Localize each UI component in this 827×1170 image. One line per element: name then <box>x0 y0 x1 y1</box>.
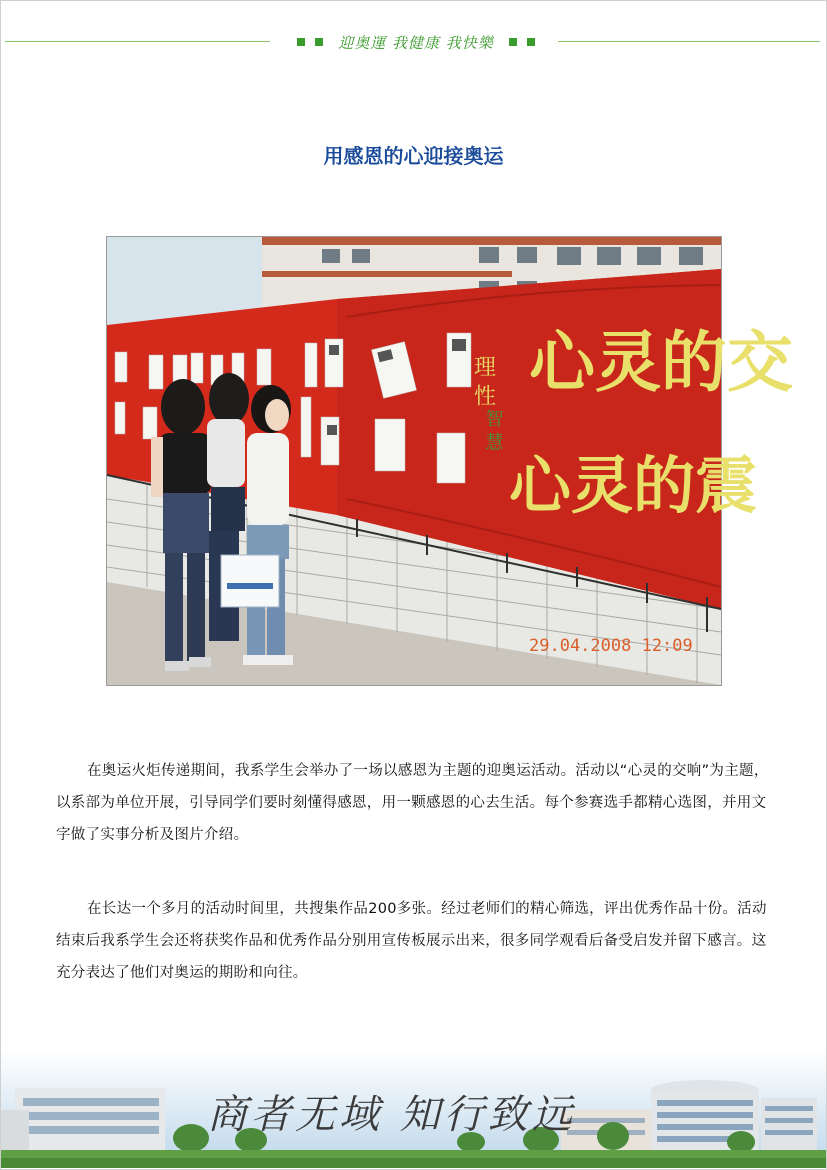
square-bullet-icon <box>297 38 305 46</box>
header-rule-left <box>5 41 270 42</box>
square-bullet-icon <box>527 38 535 46</box>
photo-timestamp: 29.04.2008 12:09 <box>529 636 693 656</box>
header-motto: 迎奥運 我健康 我快樂 <box>338 33 494 52</box>
students-figures <box>151 373 293 671</box>
event-photo <box>106 236 793 686</box>
square-bullet-icon <box>509 38 517 46</box>
banner-side-right-text: 智 慧 <box>482 409 504 451</box>
footer-campus-banner <box>1 1050 826 1168</box>
banner-side-left-text: 理 性 <box>470 355 496 406</box>
page-title: 用感恩的心迎接奥运 <box>323 144 504 168</box>
header-motto-group <box>282 30 550 54</box>
paragraph-2: 在长达一个多月的活动时间里，共搜集作品200多张。经过老师们的精心筛选，评出优秀作品十份。活动结束后我系学生会还将获奖作品和优秀作品分别用宣传板展示出来，很多同学观看后备受启发并留下感言。这充分表达了他们对奥运的期盼和向往。 <box>56 901 767 981</box>
header-rule-right <box>558 41 820 42</box>
banner-upper-text: 心灵的交 <box>529 323 793 401</box>
square-bullet-icon <box>315 38 323 46</box>
paragraph-1: 在奥运火炬传递期间，我系学生会举办了一场以感恩为主题的迎奥运活动。活动以“心灵的交响”为主题，以系部为单位开展，引导同学们要时刻懂得感恩，用一颗感恩的心去生活。每个参赛选手都精心选图，并用文字做了实事分析及图片介绍。 <box>56 763 769 843</box>
footer-calligraphy: 商者无域 知行致远 <box>207 1092 576 1138</box>
banner-lower-text: 心灵的震 <box>509 449 758 522</box>
